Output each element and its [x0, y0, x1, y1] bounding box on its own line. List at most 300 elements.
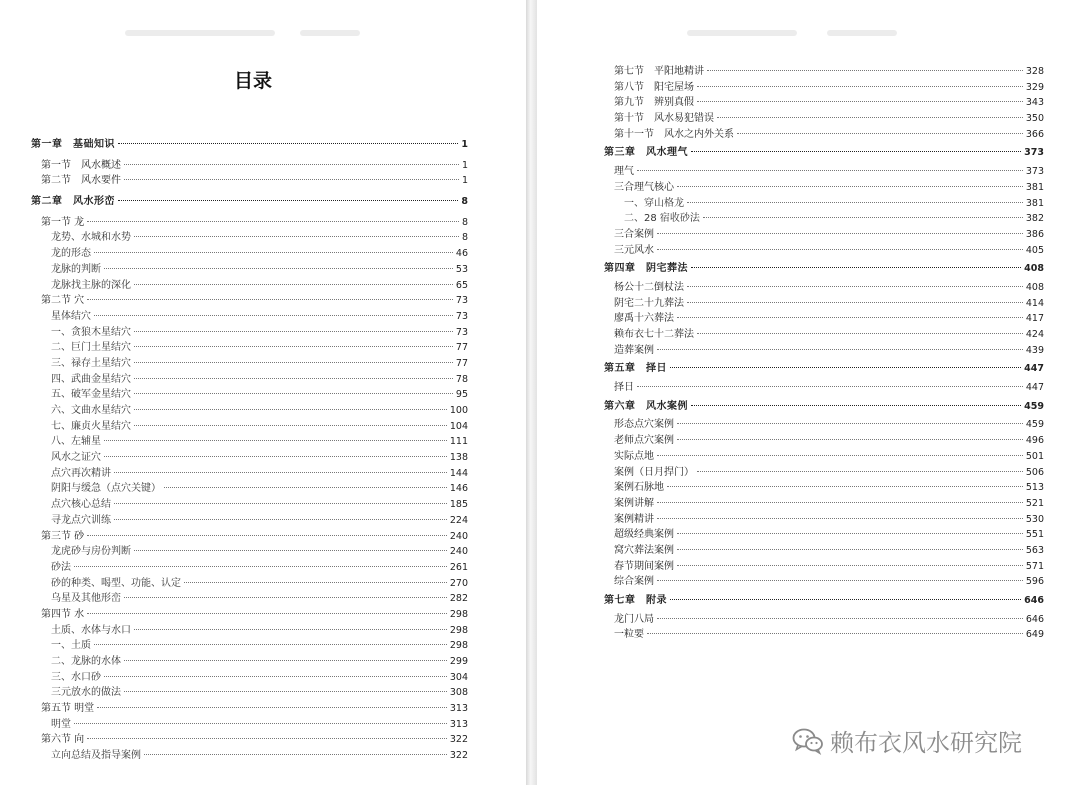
toc-entry-page-number: 313 — [449, 718, 468, 730]
toc-entry-page-number: 366 — [1025, 128, 1044, 140]
toc-entry-page-number: 551 — [1025, 529, 1044, 541]
toc-entry-chapter[interactable] — [604, 399, 1044, 415]
toc-entry-page-number: 282 — [449, 593, 468, 605]
toc-entry-label: 老师点穴案例 — [614, 435, 674, 447]
toc-entry-label: 第一节 风水概述 — [41, 159, 121, 171]
dot-leader — [647, 633, 1023, 634]
toc-entry-section[interactable] — [31, 607, 468, 623]
toc-entry-page-number: 298 — [449, 624, 468, 636]
toc-entry-page-number: 506 — [1025, 466, 1044, 478]
dot-leader — [74, 723, 447, 724]
toc-entry-section[interactable] — [604, 311, 1044, 327]
toc-entry-section[interactable] — [604, 527, 1044, 543]
dot-leader — [687, 286, 1023, 287]
toc-entry-page-number: 405 — [1025, 244, 1044, 256]
toc-entry-label: 三、水口砂 — [51, 671, 101, 683]
toc-entry-page-number: 343 — [1025, 97, 1044, 109]
dot-leader — [134, 378, 453, 379]
dot-leader — [118, 200, 458, 201]
dot-leader — [134, 362, 453, 363]
dot-leader — [691, 405, 1021, 406]
toc-entry-page-number: 571 — [1025, 560, 1044, 572]
toc-entry-label: 风水之证穴 — [51, 452, 101, 464]
toc-entry-page-number: 649 — [1025, 629, 1044, 641]
dot-leader — [94, 315, 453, 316]
right-toc-list — [604, 64, 1044, 643]
toc-entry-page-number: 65 — [455, 279, 468, 291]
toc-entry-sub[interactable] — [31, 497, 468, 513]
toc-entry-sub[interactable] — [31, 685, 468, 701]
toc-entry-chapter[interactable] — [604, 361, 1044, 377]
toc-entry-label: 第七章 附录 — [604, 595, 667, 606]
toc-entry-section[interactable] — [604, 80, 1044, 96]
toc-entry-page-number: 501 — [1025, 450, 1044, 462]
dot-leader — [697, 333, 1023, 334]
toc-entry-label: 第五节 明堂 — [41, 703, 95, 715]
toc-entry-page-number: 313 — [449, 703, 468, 715]
toc-entry-label: 立向总结及指导案例 — [51, 750, 141, 762]
toc-entry-sub[interactable] — [31, 230, 468, 246]
toc-entry-label: 寻龙点穴训练 — [51, 514, 111, 526]
toc-entry-section[interactable] — [604, 64, 1044, 80]
toc-entry-sub[interactable] — [31, 356, 468, 372]
toc-entry-page-number: 329 — [1025, 81, 1044, 93]
toc-entry-label: 三元风水 — [614, 244, 654, 256]
toc-entry-label: 点穴核心总结 — [51, 499, 111, 511]
toc-entry-label: 八、左辅星 — [51, 436, 101, 448]
dot-leader — [118, 143, 458, 144]
toc-entry-page-number: 8 — [461, 232, 468, 244]
toc-entry-page-number: 95 — [455, 389, 468, 401]
toc-entry-label: 五、破军金星结穴 — [51, 389, 131, 401]
toc-entry-label: 龙势、水城和水势 — [51, 232, 131, 244]
toc-entry-section[interactable] — [604, 127, 1044, 143]
toc-entry-page-number: 322 — [449, 750, 468, 762]
toc-entry-label: 造葬案例 — [614, 344, 654, 356]
toc-entry-sub[interactable] — [31, 544, 468, 560]
dot-leader — [124, 660, 447, 661]
dot-leader — [687, 302, 1023, 303]
toc-entry-page-number: 78 — [455, 373, 468, 385]
toc-entry-section[interactable] — [604, 95, 1044, 111]
dot-leader — [144, 754, 447, 755]
dot-leader — [134, 331, 453, 332]
dot-leader — [677, 565, 1023, 566]
dot-leader — [87, 299, 453, 300]
toc-entry-sub[interactable] — [31, 481, 468, 497]
toc-entry-page-number: 261 — [449, 561, 468, 573]
toc-entry-section[interactable] — [604, 343, 1044, 359]
toc-entry-sub[interactable] — [31, 748, 468, 764]
dot-leader — [134, 236, 459, 237]
dot-leader — [657, 455, 1023, 456]
toc-entry-label: 土质、水体与水口 — [51, 624, 131, 636]
toc-entry-label: 第二节 风水要件 — [41, 175, 121, 187]
toc-entry-page-number: 646 — [1025, 613, 1044, 625]
toc-entry-sub[interactable] — [31, 387, 468, 403]
toc-entry-label: 形态点穴案例 — [614, 419, 674, 431]
toc-entry-chapter[interactable] — [604, 145, 1044, 161]
wechat-icon — [792, 727, 824, 755]
dot-leader — [677, 533, 1023, 534]
toc-entry-label: 阴宅二十九葬法 — [614, 297, 684, 309]
faint-header-bar — [300, 30, 360, 36]
dot-leader — [184, 582, 447, 583]
watermark-text: 赖布衣风水研究院 — [830, 729, 1022, 757]
toc-entry-sub[interactable] — [604, 211, 1044, 227]
toc-entry-label: 三、禄存土星结穴 — [51, 357, 131, 369]
toc-entry-page-number: 46 — [455, 248, 468, 260]
toc-entry-sub[interactable] — [31, 309, 468, 325]
toc-entry-sub[interactable] — [31, 591, 468, 607]
toc-entry-section[interactable] — [604, 480, 1044, 496]
toc-entry-label: 案例石脉地 — [614, 482, 664, 494]
dot-leader — [124, 179, 459, 180]
toc-entry-page-number: 646 — [1024, 595, 1044, 606]
toc-entry-page-number: 100 — [449, 405, 468, 416]
dot-leader — [677, 423, 1023, 424]
toc-entry-page-number: 185 — [449, 499, 468, 511]
toc-entry-chapter[interactable] — [604, 593, 1044, 609]
toc-entry-section[interactable] — [604, 496, 1044, 512]
toc-entry-label: 第二章 风水形峦 — [31, 196, 115, 208]
toc-entry-label: 龙的形态 — [51, 248, 91, 260]
toc-entry-section[interactable] — [31, 215, 468, 231]
toc-entry-label: 第六章 风水案例 — [604, 400, 688, 412]
toc-entry-sub[interactable] — [31, 325, 468, 341]
toc-entry-label: 综合案例 — [614, 576, 654, 588]
faint-header-bar — [125, 30, 275, 36]
toc-entry-page-number: 1 — [461, 175, 468, 187]
toc-entry-section[interactable] — [31, 293, 468, 309]
toc-entry-section[interactable] — [604, 465, 1044, 481]
toc-entry-label: 第九节 辨别真假 — [614, 97, 694, 109]
toc-entry-page-number: 308 — [449, 687, 468, 699]
toc-entry-page-number: 322 — [449, 734, 468, 746]
toc-entry-page-number: 382 — [1025, 213, 1044, 225]
dot-leader — [114, 472, 447, 473]
toc-entry-label: 案例（日月捍门） — [614, 466, 694, 478]
toc-entry-page-number: 1 — [461, 139, 468, 150]
toc-entry-sub[interactable] — [31, 278, 468, 294]
toc-entry-label: 第二节 穴 — [41, 295, 85, 307]
toc-entry-label: 乌星及其他形峦 — [51, 593, 121, 605]
toc-entry-label: 择日 — [614, 382, 634, 394]
toc-entry-label: 三合案例 — [614, 228, 654, 240]
dot-leader — [134, 284, 453, 285]
toc-entry-section[interactable] — [604, 164, 1044, 180]
toc-entry-page-number: 596 — [1025, 576, 1044, 588]
dot-leader — [677, 549, 1023, 550]
toc-entry-page-number: 424 — [1025, 329, 1044, 340]
toc-entry-page-number: 350 — [1025, 113, 1044, 125]
toc-entry-label: 第一章 基础知识 — [31, 139, 115, 150]
toc-entry-page-number: 439 — [1025, 344, 1044, 356]
toc-entry-sub[interactable] — [31, 340, 468, 356]
toc-entry-section[interactable] — [604, 612, 1044, 628]
toc-entry-label: 三元放水的做法 — [51, 687, 121, 699]
toc-entry-section[interactable] — [604, 512, 1044, 528]
toc-entry-label: 阴阳与缓急（点穴关键） — [51, 483, 161, 495]
toc-entry-chapter[interactable] — [31, 137, 468, 153]
toc-entry-label: 赖布衣七十二葬法 — [614, 329, 694, 340]
dot-leader — [114, 503, 447, 504]
toc-entry-sub[interactable] — [31, 638, 468, 654]
toc-entry-page-number: 414 — [1025, 297, 1044, 309]
toc-entry-section[interactable] — [604, 180, 1044, 196]
toc-entry-section[interactable] — [604, 449, 1044, 465]
toc-entry-page-number: 240 — [449, 546, 468, 558]
toc-entry-page-number: 73 — [455, 310, 468, 322]
toc-entry-sub[interactable] — [31, 434, 468, 450]
dot-leader — [637, 170, 1023, 171]
toc-entry-page-number: 73 — [455, 295, 468, 307]
toc-entry-sub[interactable] — [31, 262, 468, 278]
toc-entry-section[interactable] — [604, 433, 1044, 449]
toc-entry-sub[interactable] — [31, 654, 468, 670]
toc-entry-section[interactable] — [604, 243, 1044, 259]
dot-leader — [94, 644, 447, 645]
toc-entry-page-number: 77 — [455, 357, 468, 369]
toc-entry-label: 第一节 龙 — [41, 216, 85, 228]
toc-entry-label: 一、土质 — [51, 640, 91, 652]
dot-leader — [87, 613, 447, 614]
dot-leader — [657, 580, 1023, 581]
toc-entry-label: 龙虎砂与房份判断 — [51, 546, 131, 558]
dot-leader — [717, 117, 1023, 118]
toc-entry-label: 龙门八局 — [614, 613, 654, 625]
toc-entry-label: 点穴再次精讲 — [51, 467, 111, 479]
dot-leader — [637, 386, 1023, 387]
dot-leader — [124, 164, 459, 165]
toc-entry-page-number: 386 — [1025, 228, 1044, 240]
dot-leader — [687, 202, 1023, 203]
toc-entry-label: 理气 — [614, 166, 634, 178]
toc-entry-page-number: 224 — [449, 514, 468, 526]
faint-header-bar — [687, 30, 797, 36]
dot-leader — [677, 186, 1023, 187]
toc-entry-label: 第六节 向 — [41, 734, 85, 746]
dot-leader — [703, 217, 1023, 218]
dot-leader — [691, 151, 1021, 152]
dot-leader — [164, 487, 447, 488]
toc-entry-label: 六、文曲水星结穴 — [51, 405, 131, 416]
toc-entry-page-number: 53 — [455, 263, 468, 275]
dot-leader — [677, 439, 1023, 440]
toc-entry-page-number: 417 — [1025, 313, 1044, 325]
toc-entry-sub[interactable] — [31, 560, 468, 576]
toc-entry-label: 龙脉找主脉的深化 — [51, 279, 131, 291]
toc-entry-label: 七、廉贞火星结穴 — [51, 420, 131, 432]
toc-entry-sub[interactable] — [31, 576, 468, 592]
toc-entry-section[interactable] — [31, 529, 468, 545]
toc-entry-section[interactable] — [31, 701, 468, 717]
toc-entry-page-number: 459 — [1024, 400, 1044, 412]
toc-entry-page-number: 447 — [1024, 363, 1044, 375]
dot-leader — [87, 221, 459, 222]
toc-entry-page-number: 530 — [1025, 513, 1044, 525]
toc-entry-page-number: 496 — [1025, 435, 1044, 447]
dot-leader — [124, 691, 447, 692]
toc-entry-page-number: 563 — [1025, 544, 1044, 556]
toc-entry-section[interactable] — [604, 296, 1044, 312]
toc-entry-page-number: 146 — [449, 483, 468, 495]
toc-entry-sub[interactable] — [31, 717, 468, 733]
dot-leader — [691, 267, 1021, 268]
toc-entry-label: 第十一节 风水之内外关系 — [614, 128, 734, 140]
dot-leader — [124, 597, 447, 598]
toc-entry-label: 第四章 阴宅葬法 — [604, 263, 688, 275]
dot-leader — [134, 550, 447, 551]
toc-entry-label: 二、巨门土星结穴 — [51, 342, 131, 354]
dot-leader — [104, 456, 447, 457]
toc-entry-label: 一、贪狼木星结穴 — [51, 326, 131, 338]
dot-leader — [104, 268, 453, 269]
toc-entry-label: 杨公十二倒杖法 — [614, 281, 684, 293]
dot-leader — [74, 566, 447, 567]
dot-leader — [697, 471, 1023, 472]
dot-leader — [114, 519, 447, 520]
toc-entry-page-number: 381 — [1025, 181, 1044, 193]
dot-leader — [657, 518, 1023, 519]
toc-entry-page-number: 270 — [449, 577, 468, 589]
dot-leader — [87, 738, 447, 739]
page-title: 目录 — [233, 70, 272, 92]
dot-leader — [134, 393, 453, 394]
dot-leader — [657, 349, 1023, 350]
toc-entry-page-number: 459 — [1025, 419, 1044, 431]
left-toc-list — [31, 132, 468, 764]
toc-entry-chapter[interactable] — [31, 194, 468, 210]
toc-entry-section[interactable] — [604, 111, 1044, 127]
toc-entry-section[interactable] — [604, 380, 1044, 396]
toc-entry-label: 春节期间案例 — [614, 560, 674, 572]
toc-entry-page-number: 240 — [449, 530, 468, 542]
toc-entry-section[interactable] — [604, 417, 1044, 433]
toc-entry-sub[interactable] — [31, 419, 468, 435]
toc-entry-section[interactable] — [31, 732, 468, 748]
toc-entry-sub[interactable] — [31, 466, 468, 482]
toc-entry-page-number: 77 — [455, 342, 468, 354]
toc-entry-page-number: 381 — [1025, 197, 1044, 209]
toc-entry-sub[interactable] — [31, 623, 468, 639]
toc-entry-page-number: 408 — [1024, 263, 1044, 275]
toc-entry-label: 第四节 水 — [41, 608, 85, 620]
dot-leader — [737, 133, 1023, 134]
toc-entry-label: 一粒要 — [614, 629, 644, 641]
toc-entry-page-number: 298 — [449, 640, 468, 652]
toc-entry-page-number: 521 — [1025, 497, 1044, 509]
faint-header-bar — [827, 30, 897, 36]
toc-entry-label: 第八节 阳宅屋场 — [614, 81, 694, 93]
toc-entry-page-number: 111 — [449, 436, 468, 448]
toc-entry-page-number: 447 — [1025, 382, 1044, 394]
toc-entry-page-number: 513 — [1025, 482, 1044, 494]
toc-entry-section[interactable] — [604, 327, 1044, 343]
dot-leader — [657, 249, 1023, 250]
toc-entry-label: 窝穴葬法案例 — [614, 544, 674, 556]
dot-leader — [657, 233, 1023, 234]
dot-leader — [134, 346, 453, 347]
toc-entry-page-number: 298 — [449, 608, 468, 620]
toc-entry-label: 案例精讲 — [614, 513, 654, 525]
dot-leader — [87, 535, 447, 536]
toc-entry-page-number: 8 — [461, 196, 468, 208]
toc-entry-sub[interactable] — [31, 670, 468, 686]
toc-entry-sub[interactable] — [31, 372, 468, 388]
dot-leader — [134, 425, 447, 426]
toc-entry-section[interactable] — [604, 559, 1044, 575]
toc-entry-label: 砂的种类、喝型、功能、认定 — [51, 577, 181, 589]
toc-entry-section[interactable] — [604, 227, 1044, 243]
dot-leader — [670, 599, 1021, 600]
toc-entry-label: 案例讲解 — [614, 497, 654, 509]
toc-entry-label: 二、28 宿收砂法 — [624, 213, 700, 225]
dot-leader — [667, 486, 1023, 487]
toc-entry-section[interactable] — [31, 173, 468, 189]
toc-entry-sub[interactable] — [604, 196, 1044, 212]
toc-entry-page-number: 328 — [1025, 66, 1044, 77]
toc-entry-section[interactable] — [604, 627, 1044, 643]
book-gutter — [526, 0, 537, 785]
toc-entry-label: 明堂 — [51, 718, 71, 730]
toc-entry-chapter[interactable] — [604, 261, 1044, 277]
toc-entry-label: 实际点地 — [614, 450, 654, 462]
toc-entry-label: 第三章 风水理气 — [604, 147, 688, 159]
toc-entry-label: 第三节 砂 — [41, 530, 85, 542]
dot-leader — [657, 502, 1023, 503]
toc-entry-label: 龙脉的判断 — [51, 263, 101, 275]
toc-entry-page-number: 73 — [455, 326, 468, 338]
toc-entry-section[interactable] — [604, 280, 1044, 296]
toc-entry-label: 四、武曲金星结穴 — [51, 373, 131, 385]
toc-entry-page-number: 408 — [1025, 281, 1044, 293]
toc-entry-page-number: 104 — [449, 420, 468, 432]
toc-entry-label: 二、龙脉的水体 — [51, 656, 121, 667]
toc-entry-section[interactable] — [604, 574, 1044, 590]
toc-entry-label: 廖禹十六葬法 — [614, 313, 674, 325]
dot-leader — [104, 440, 447, 441]
toc-entry-label: 超级经典案例 — [614, 529, 674, 541]
toc-entry-page-number: 304 — [449, 671, 468, 683]
toc-entry-label: 第五章 择日 — [604, 363, 667, 375]
toc-entry-page-number: 138 — [449, 452, 468, 464]
toc-entry-label: 三合理气核心 — [614, 181, 674, 193]
toc-entry-page-number: 373 — [1025, 166, 1044, 178]
toc-entry-sub[interactable] — [31, 246, 468, 262]
dot-leader — [97, 707, 447, 708]
toc-entry-label: 第七节 平阳地精讲 — [614, 66, 704, 77]
toc-entry-label: 第十节 风水易犯错误 — [614, 113, 714, 125]
toc-entry-sub[interactable] — [31, 450, 468, 466]
toc-entry-page-number: 299 — [449, 656, 468, 667]
dot-leader — [677, 317, 1023, 318]
toc-entry-section[interactable] — [604, 543, 1044, 559]
dot-leader — [670, 367, 1021, 368]
toc-entry-section[interactable] — [31, 158, 468, 174]
toc-entry-label: 一、穿山格龙 — [624, 197, 684, 209]
toc-entry-sub[interactable] — [31, 403, 468, 419]
toc-entry-sub[interactable] — [31, 513, 468, 529]
toc-entry-page-number: 144 — [449, 467, 468, 479]
dot-leader — [134, 409, 447, 410]
toc-entry-label: 砂法 — [51, 561, 71, 573]
dot-leader — [707, 70, 1023, 71]
dot-leader — [94, 252, 453, 253]
toc-entry-page-number: 1 — [461, 159, 468, 171]
toc-entry-page-number: 8 — [461, 216, 468, 228]
dot-leader — [104, 676, 447, 677]
